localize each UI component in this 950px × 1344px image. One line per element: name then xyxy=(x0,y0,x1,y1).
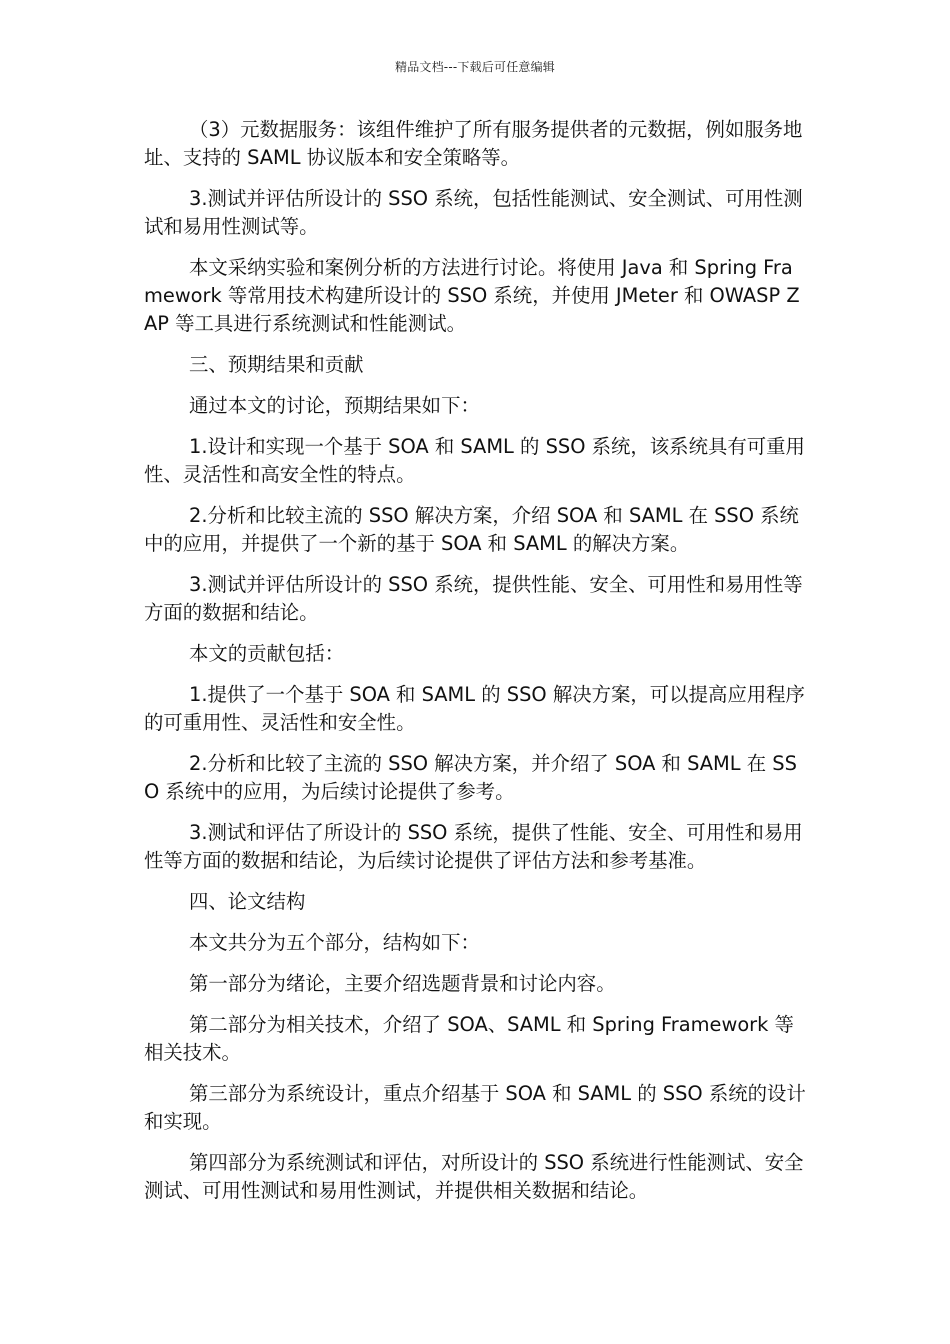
list-item-result-3: 3.测试并评估所设计的 SSO 系统，提供性能、安全、可用性和易用性等方面的数据和结论。 xyxy=(144,573,803,624)
paragraph-metadata-service: （3）元数据服务：该组件维护了所有服务提供者的元数据，例如服务地址、支持的 SAML 协议版本和安全策略等。 xyxy=(144,118,803,169)
list-item-part-1: 第一部分为绪论，主要介绍选题背景和讨论内容。 xyxy=(189,972,616,995)
paragraph-expected-intro: 通过本文的讨论，预期结果如下： xyxy=(189,394,480,417)
document-body xyxy=(144,116,809,1218)
paragraph-test-evaluate: 3.测试并评估所设计的 SSO 系统，包括性能测试、安全测试、可用性测试和易用性测试等。 xyxy=(144,187,803,238)
list-item-part-3: 第三部分为系统设计，重点介绍基于 SOA 和 SAML 的 SSO 系统的设计和实现。 xyxy=(144,1082,806,1133)
list-item-result-2: 2.分析和比较主流的 SSO 解决方案，介绍 SOA 和 SAML 在 SSO 系统中的应用，并提供了一个新的基于 SOA 和 SAML 的解决方案。 xyxy=(144,504,799,555)
list-item-contribution-2: 2.分析和比较了主流的 SSO 解决方案，并介绍了 SOA 和 SAML 在 SSO 系统中的应用，为后续讨论提供了参考。 xyxy=(144,752,797,803)
paragraph-structure-intro: 本文共分为五个部分，结构如下： xyxy=(189,931,480,954)
page-header: 精品文档---下载后可任意编辑 xyxy=(395,60,555,74)
list-item-part-4: 第四部分为系统测试和评估，对所设计的 SSO 系统进行性能测试、安全测试、可用性测试和易用性测试，并提供相关数据和结论。 xyxy=(144,1151,804,1202)
list-item-part-2: 第二部分为相关技术，介绍了 SOA、SAML 和 Spring Framework 等相关技术。 xyxy=(144,1013,794,1064)
section-heading-expected-results: 三、预期结果和贡献 xyxy=(189,353,364,376)
paragraph-contributions-intro: 本文的贡献包括： xyxy=(189,642,345,665)
paragraph-method: 本文采纳实验和案例分析的方法进行讨论。将使用 Java 和 Spring Framework 等常用技术构建所设计的 SSO 系统，并使用 JMeter 和 OWASP ZAP 等工具进行系统测试和性能测试。 xyxy=(144,256,800,335)
list-item-contribution-3: 3.测试和评估了所设计的 SSO 系统，提供了性能、安全、可用性和易用性等方面的数据和结论，为后续讨论提供了评估方法和参考基准。 xyxy=(144,821,803,872)
list-item-contribution-1: 1.提供了一个基于 SOA 和 SAML 的 SSO 解决方案，可以提高应用程序的可重用性、灵活性和安全性。 xyxy=(144,683,805,734)
list-item-result-1: 1.设计和实现一个基于 SOA 和 SAML 的 SSO 系统，该系统具有可重用性、灵活性和高安全性的特点。 xyxy=(144,435,805,486)
section-heading-structure: 四、论文结构 xyxy=(189,890,306,913)
